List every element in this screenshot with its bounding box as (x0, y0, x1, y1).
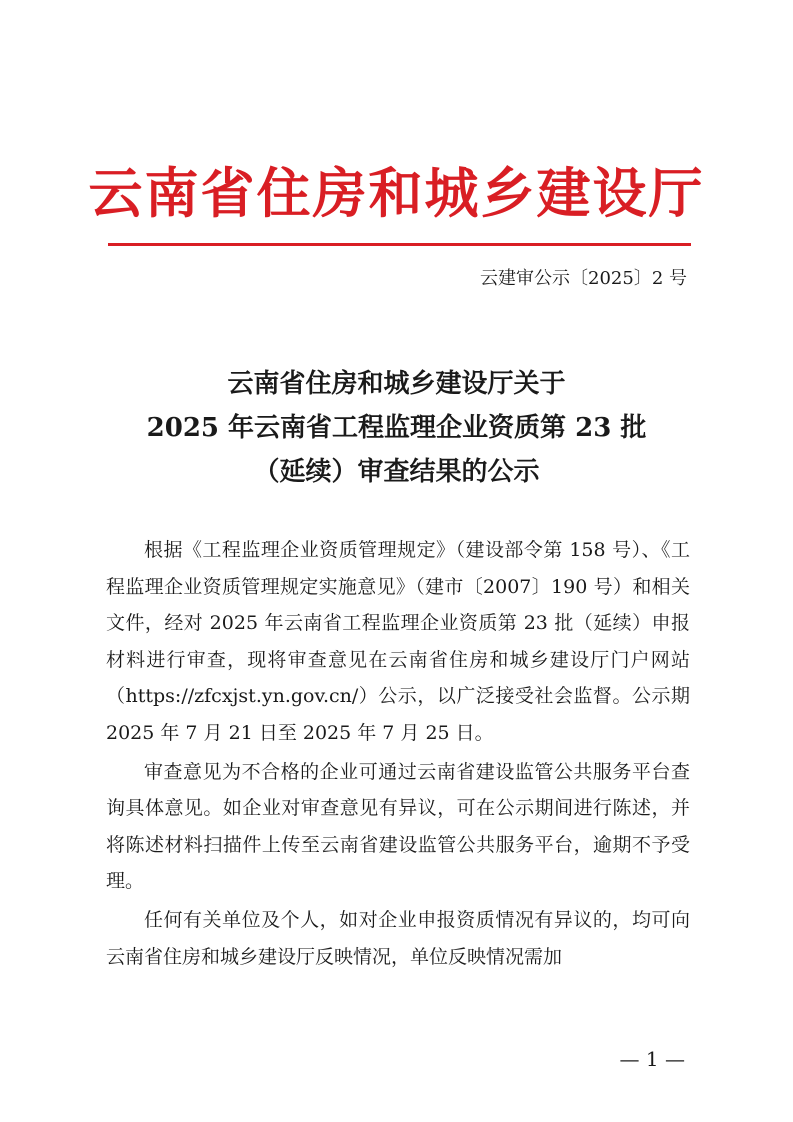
body-paragraph-1: 根据《工程监理企业资质管理规定》（建设部令第 158 号）、《工程监理企业资质管理规定实施意见》（建市〔2007〕190 号）和相关文件，经对 2025 年云南省工程监理企业资质第 23 批（延续）申报材料进行审查，现将审查意见在云南省住房和城乡建设厅门户网站（https://zfcxjst.yn.gov.cn/）公示，以广泛接受社会监督。公示期 2025 年 7 月 21 日至 2025 年 7 月 25 日。 (106, 539, 690, 744)
document-title-line-2: 2025 年云南省工程监理企业资质第 23 批 (146, 413, 647, 443)
body-paragraph-2: 审查意见为不合格的企业可通过云南省建设监管公共服务平台查询具体意见。如企业对审查意见有异议，可在公示期间进行陈述，并将陈述材料扫描件上传至云南省建设监管公共服务平台，逾期不予受理。 (106, 760, 690, 893)
letterhead-title: 云南省住房和城乡建设厅 (88, 161, 705, 225)
letterhead-red-rule (108, 243, 691, 246)
document-body (106, 532, 690, 977)
page-number: — 1 — (619, 1047, 685, 1071)
document-title (0, 362, 793, 494)
body-paragraph-3: 任何有关单位及个人，如对企业申报资质情况有异议的，均可向云南省住房和城乡建设厅反映情况，单位反映情况需加 (106, 908, 690, 968)
document-number: 云建审公示〔2025〕2 号 (480, 268, 687, 289)
document-title-line-3: （延续）审查结果的公示 (253, 457, 540, 487)
document-title-line-1: 云南省住房和城乡建设厅关于 (227, 369, 566, 399)
